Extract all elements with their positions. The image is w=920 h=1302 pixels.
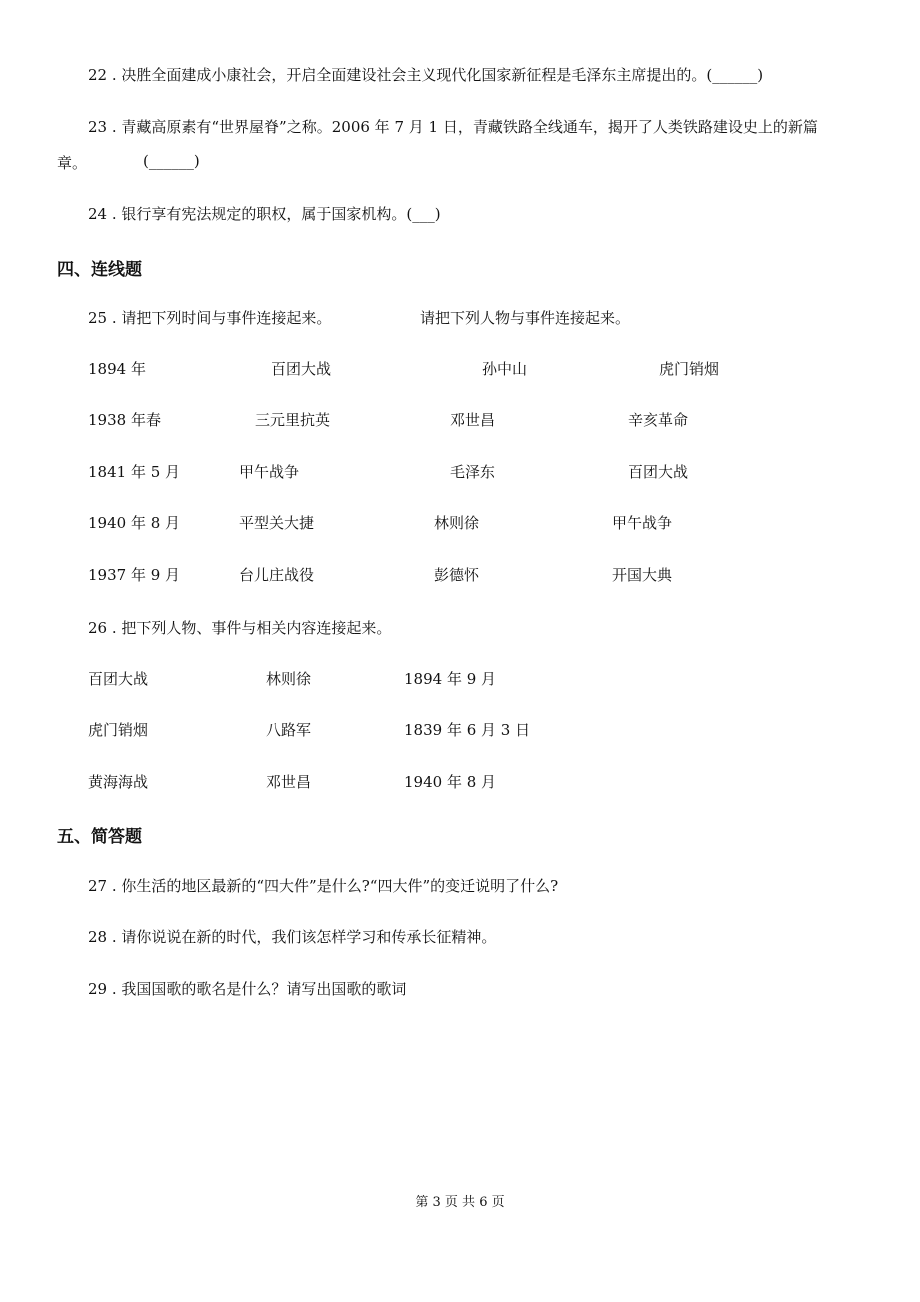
q25-event2-5: 开国大典 <box>612 566 673 584</box>
q25-time-4: 1940 年 8 月 <box>88 514 181 532</box>
q25-time-1: 1894 年 <box>88 360 146 378</box>
q26-a-2: 虎门销烟 <box>88 721 149 739</box>
q25-event2-1: 虎门销烟 <box>659 360 720 378</box>
q26-a-3: 黄海海战 <box>88 773 149 791</box>
q26-b-3: 邓世昌 <box>266 773 312 791</box>
q25-time-5: 1937 年 9 月 <box>88 566 181 584</box>
q26-c-2: 1839 年 6 月 3 日 <box>404 721 531 739</box>
q25-event-3: 甲午战争 <box>239 463 300 481</box>
section-4-title: 四、连线题 <box>57 260 142 280</box>
q25-person-5: 彭德怀 <box>434 566 480 584</box>
q25-event-2: 三元里抗英 <box>255 411 331 429</box>
question-25-stem-right: 请把下列人物与事件连接起来。 <box>420 309 631 327</box>
q25-time-2: 1938 年春 <box>88 411 161 429</box>
q25-event-1: 百团大战 <box>271 360 332 378</box>
q25-event2-3: 百团大战 <box>628 463 689 481</box>
question-24: 24 . 银行享有宪法规定的职权，属于国家机构。(___) <box>88 205 441 223</box>
q25-event2-2: 辛亥革命 <box>628 411 689 429</box>
section-5-title: 五、简答题 <box>57 827 142 847</box>
q26-c-1: 1894 年 9 月 <box>404 670 497 688</box>
q25-event-4: 平型关大捷 <box>239 514 315 532</box>
q26-b-1: 林则徐 <box>266 670 312 688</box>
q25-person-2: 邓世昌 <box>450 411 496 429</box>
question-23-line2: 章。 <box>57 154 88 172</box>
q26-a-1: 百团大战 <box>88 670 149 688</box>
q25-person-1: 孙中山 <box>482 360 528 378</box>
question-26-stem: 26 . 把下列人物、事件与相关内容连接起来。 <box>88 619 392 637</box>
question-22: 22 . 决胜全面建成小康社会，开启全面建设社会主义现代化国家新征程是毛泽东主席提出的。(______) <box>88 66 764 84</box>
question-25-stem-left: 25 . 请把下列时间与事件连接起来。 <box>88 309 332 327</box>
q25-person-3: 毛泽东 <box>450 463 496 481</box>
q26-c-3: 1940 年 8 月 <box>404 773 497 791</box>
question-29: 29 . 我国国歌的歌名是什么？请写出国歌的歌词 <box>88 980 407 998</box>
q25-event2-4: 甲午战争 <box>612 514 673 532</box>
q25-time-3: 1841 年 5 月 <box>88 463 181 481</box>
page-footer: 第 3 页 共 6 页 <box>415 1195 505 1210</box>
q26-b-2: 八路军 <box>266 721 312 739</box>
question-23-line1: 23 . 青藏高原素有“世界屋脊”之称。2006 年 7 月 1 日，青藏铁路全线通车，揭开了人类铁路建设史上的新篇 <box>88 118 818 136</box>
question-23-blank: (______) <box>143 152 200 170</box>
q25-person-4: 林则徐 <box>434 514 480 532</box>
q25-event-5: 台儿庄战役 <box>239 566 315 584</box>
question-28: 28 . 请你说说在新的时代，我们该怎样学习和传承长征精神。 <box>88 928 497 946</box>
question-27: 27 . 你生活的地区最新的“四大件”是什么?“四大件”的变迁说明了什么? <box>88 877 559 895</box>
